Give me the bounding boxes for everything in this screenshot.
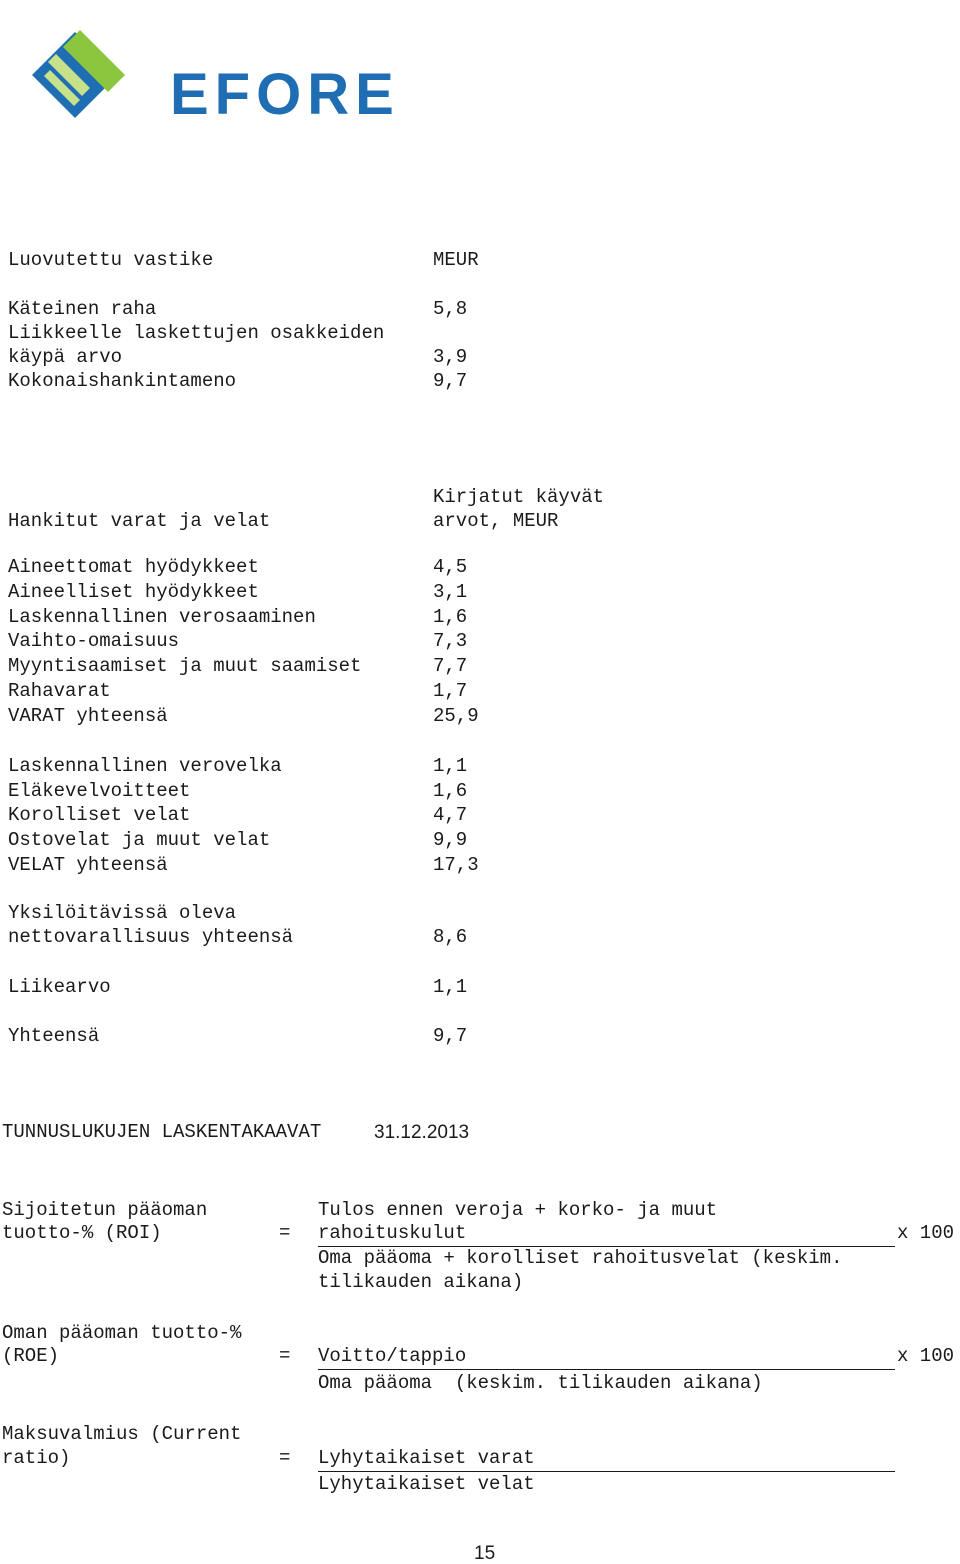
page-number: 15 [474,1543,496,1564]
goodwill-value: 1,1 [433,976,468,998]
roi-numerator: rahoituskulut [318,1224,895,1247]
liability-total-label: VELAT yhteensä [8,854,168,876]
liability-label: Eläkevelvoitteet [8,780,191,802]
consideration-row-label: Käteinen raha [8,298,157,320]
roi-numerator: Tulos ennen veroja + korko- ja muut [318,1199,718,1221]
asset-label: Rahavarat [8,680,111,702]
asset-label: Aineettomat hyödykkeet [8,556,259,578]
consideration-row-value: 3,9 [433,346,468,368]
roe-equals: = [279,1345,291,1367]
asset-value: 1,7 [433,680,468,702]
acquired-header: arvot, MEUR [433,510,559,532]
asset-label: Vaihto-omaisuus [8,630,180,652]
asset-label: Laskennallinen verosaaminen [8,606,316,628]
formulas-title: TUNNUSLUKUJEN LASKENTAKAAVAT [2,1121,322,1143]
consideration-row-label: käypä arvo [8,346,123,368]
current-ratio-equals: = [279,1447,291,1469]
net-assets-label: Yksilöitävissä oleva [8,902,237,924]
asset-value: 1,6 [433,606,468,628]
logo-wordmark: EFORE [170,62,400,127]
current-ratio-numerator: Lyhytaikaiset varat [318,1449,895,1472]
asset-value: 7,7 [433,655,468,677]
acquired-header: Kirjatut käyvät [433,486,605,508]
liability-value: 1,1 [433,755,468,777]
asset-value: 7,3 [433,630,468,652]
acquired-title: Hankitut varat ja velat [8,510,271,532]
current-ratio-name: Maksuvalmius (Current [2,1423,242,1445]
asset-label: Myyntisaamiset ja muut saamiset [8,655,362,677]
logo-mark-icon [30,30,140,120]
goodwill-label: Liikearvo [8,976,111,998]
consideration-title: Luovutettu vastike [8,249,214,271]
roe-name: Oman pääoman tuotto-% [2,1322,242,1344]
roe-numerator: Voitto/tappio [318,1347,895,1370]
current-ratio-name: ratio) [2,1447,71,1469]
consideration-row-value: 9,7 [433,370,468,392]
net-assets-value: 8,6 [433,926,468,948]
roi-denominator: Oma pääoma + korolliset rahoitusvelat (keskim. [318,1247,843,1269]
roi-name: tuotto-% (ROI) [2,1222,162,1244]
consideration-row-value: 5,8 [433,298,468,320]
liability-value: 1,6 [433,780,468,802]
efore-logo [30,30,400,127]
roe-denominator: Oma pääoma (keskim. tilikauden aikana) [318,1372,763,1394]
liability-value: 4,7 [433,804,468,826]
roi-equals: = [279,1222,291,1244]
consideration-unit: MEUR [433,249,479,271]
formulas-date: 31.12.2013 [374,1122,470,1143]
asset-label: Aineelliset hyödykkeet [8,581,259,603]
asset-total-value: 25,9 [433,705,479,727]
roi-multiplier: x 100 [897,1222,955,1244]
liability-label: Ostovelat ja muut velat [8,829,271,851]
liability-label: Laskennallinen verovelka [8,755,282,777]
total-value: 9,7 [433,1025,468,1047]
liability-value: 9,9 [433,829,468,851]
roe-multiplier: x 100 [897,1345,955,1367]
asset-total-label: VARAT yhteensä [8,705,168,727]
consideration-row-label: Liikkeelle laskettujen osakkeiden [8,322,385,344]
consideration-row-label: Kokonaishankintameno [8,370,237,392]
roi-name: Sijoitetun pääoman [2,1199,208,1221]
current-ratio-denominator: Lyhytaikaiset velat [318,1473,535,1495]
liability-total-value: 17,3 [433,854,479,876]
liability-label: Korolliset velat [8,804,191,826]
asset-value: 4,5 [433,556,468,578]
asset-value: 3,1 [433,581,468,603]
net-assets-label: nettovarallisuus yhteensä [8,926,294,948]
roi-denominator: tilikauden aikana) [318,1271,524,1293]
total-label: Yhteensä [8,1025,100,1047]
roe-name: (ROE) [2,1345,60,1367]
